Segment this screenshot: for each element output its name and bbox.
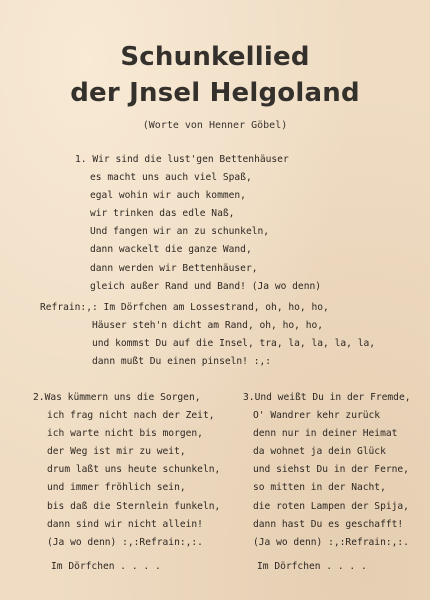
verse-text: Wir sind die lust'gen Bettenhäuser [92, 154, 289, 165]
verse-line: so mitten in der Nacht, [253, 482, 386, 494]
subtitle-author: (Worte von Henner Göbel) [142, 120, 288, 131]
refrain-text: Im Dörfchen am Lossestrand, oh, ho, ho, [103, 302, 329, 313]
title-line-1: Schunkellied [120, 42, 310, 72]
verse-line: denn nur in deiner Heimat [253, 428, 398, 440]
verse-line [33, 389, 220, 407]
refrain-line: dann mußt Du einen pinseln! :,: [92, 356, 272, 368]
verse-line: dann wackelt die ganze Wand, [90, 244, 252, 256]
verse-line: dann hast Du es geschafft! [253, 518, 404, 530]
refrain-label: Refrain:,: [40, 302, 98, 313]
verse-line: O' Wandrer kehr zurück [253, 410, 381, 422]
verse-1 [75, 151, 321, 296]
title-line-2: der Jnsel Helgoland [70, 78, 360, 108]
verse-line: es macht uns auch viel Spaß, [90, 172, 252, 184]
verse-line: und immer fröhlich sein, [47, 482, 186, 494]
verse-line [75, 151, 321, 169]
verse-line: wir trinken das edle Naß, [90, 208, 235, 220]
refrain-line: und kommst Du auf die Insel, tra, la, la, la, la, [92, 338, 376, 350]
verse-ending: Im Dörfchen . . . . [51, 560, 161, 572]
verse-line: ich warte nicht bis morgen, [47, 428, 203, 440]
verse-line: dann sind wir nicht allein! [47, 518, 203, 530]
verse-line: bis daß die Sternlein funkeln, [47, 500, 221, 512]
refrain [40, 299, 375, 371]
verse-number: 2. [33, 392, 45, 403]
verse-line: (Ja wo denn) :,:Refrain:,:. [253, 536, 409, 548]
verse-line: (Ja wo denn) :,:Refrain:,:. [47, 536, 203, 548]
refrain-line: Häuser steh'n dicht am Rand, oh, ho, ho, [92, 320, 324, 332]
verse-line [243, 389, 411, 407]
verse-line: drum laßt uns heute schunkeln, [47, 464, 221, 476]
verse-2 [33, 389, 220, 576]
verse-line: die roten Lampen der Spija, [253, 500, 409, 512]
verse-number: 3. [243, 392, 255, 403]
verse-ending: Im Dörfchen . . . . [257, 560, 367, 572]
verse-number: 1. [75, 154, 87, 165]
verse-line: der Weg ist mir zu weit, [47, 446, 186, 458]
verse-text: Und weißt Du in der Fremde, [254, 392, 411, 403]
verse-3 [243, 389, 411, 576]
verse-text: Was kümmern uns die Sorgen, [44, 392, 201, 403]
refrain-line [40, 299, 375, 317]
verse-line: und siehst Du in der Ferne, [253, 464, 409, 476]
verse-line: da wohnet ja dein Glück [253, 446, 386, 458]
verse-line: ich frag nicht nach der Zeit, [47, 410, 215, 422]
verse-line: egal wohin wir auch kommen, [90, 190, 246, 202]
verse-line: gleich außer Rand und Band! (Ja wo denn) [90, 280, 322, 292]
verse-line: dann werden wir Bettenhäuser, [90, 262, 258, 274]
verse-line: Und fangen wir an zu schunkeln, [90, 226, 270, 238]
